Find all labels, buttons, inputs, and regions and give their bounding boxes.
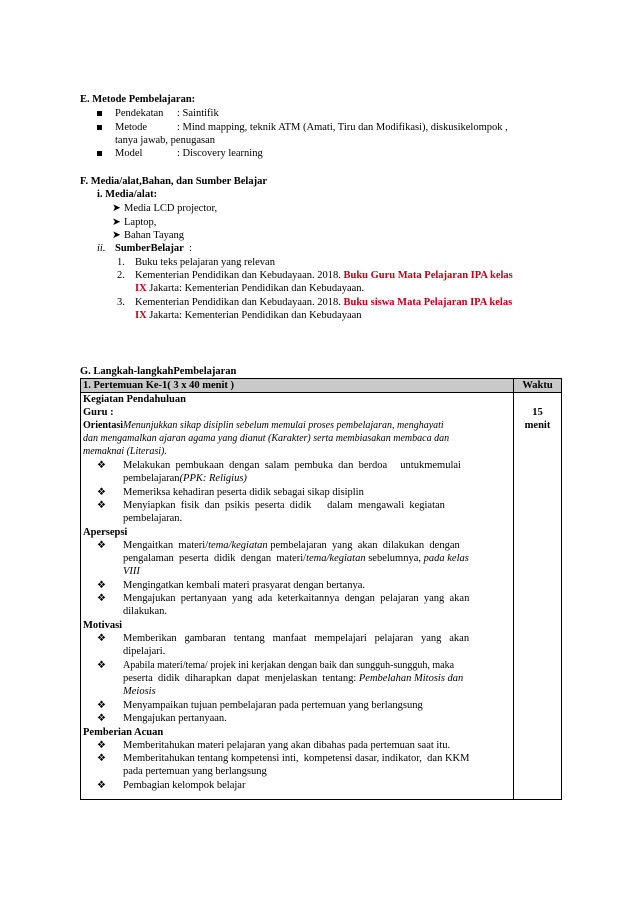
list-item: Metode : Mind mapping, teknik ATM (Amati, Tiru dan Modifikasi), diskusikelompok , xyxy=(97,121,102,134)
time-value: 15 xyxy=(532,407,543,418)
diamond-bullet-icon: ❖ xyxy=(97,487,106,498)
motivasi-heading: Motivasi xyxy=(83,620,123,631)
diamond-bullet-icon: ❖ xyxy=(97,713,106,724)
time-cell xyxy=(514,393,562,800)
diamond-bullet-icon: ❖ xyxy=(97,780,106,791)
table-header-row xyxy=(81,379,562,393)
section-f-title: F. Media/alat,Bahan, dan Sumber Belajar xyxy=(80,176,267,187)
section-g-title: G. Langkah-langkahPembelajaran xyxy=(80,366,237,377)
section-e-title: E. Metode Pembelajaran: xyxy=(80,94,196,105)
list-item: ➤ Bahan Tayang xyxy=(112,230,185,241)
diamond-bullet-icon: ❖ xyxy=(97,660,106,671)
list-item: Model : Discovery learning xyxy=(97,147,102,160)
acuan-heading: Pemberian Acuan xyxy=(83,727,164,738)
diamond-bullet-icon: ❖ xyxy=(97,500,106,511)
table-header-time: Waktu xyxy=(514,379,562,393)
diamond-bullet-icon: ❖ xyxy=(97,633,106,644)
lesson-steps-table xyxy=(80,378,562,800)
time-unit: menit xyxy=(524,420,551,431)
diamond-bullet-icon: ❖ xyxy=(97,700,106,711)
diamond-bullet-icon: ❖ xyxy=(97,580,106,591)
arrow-bullet-icon: ➤ xyxy=(112,217,121,228)
arrow-bullet-icon: ➤ xyxy=(112,203,121,214)
diamond-bullet-icon: ❖ xyxy=(97,593,106,604)
list-item: 1. Buku teks pelajaran yang relevan xyxy=(117,257,275,268)
list-item: 2. Kementerian Pendidikan dan Kebudayaan. 2018. Buku Guru Mata Pelajaran IPA kelas xyxy=(117,270,513,281)
list-item: ➤ Laptop, xyxy=(112,217,157,228)
diamond-bullet-icon: ❖ xyxy=(97,540,106,551)
list-item: ➤ Media LCD projector, xyxy=(112,203,218,214)
list-item-cont: tanya jawab, penugasan xyxy=(115,135,216,146)
list-item: Pendekatan : Saintifik xyxy=(97,107,102,120)
apersepsi-heading: Apersepsi xyxy=(83,527,128,538)
list-item: 3. Kementerian Pendidikan dan Kebudayaan. 2018. Buku siswa Mata Pelajaran IPA kelas xyxy=(117,297,513,308)
square-bullet-icon xyxy=(97,125,102,130)
list-item-cont: IX Jakarta: Kementerian Pendidikan dan Kebudayaan. xyxy=(135,283,365,294)
square-bullet-icon xyxy=(97,151,102,156)
table-row: Kegiatan Pendahuluan Guru : OrientasiMenunjukkan sikap disiplin sebelum memulai proses pembelajaran, menghayati dan mengamalkan ajaran agama yang dianut (Karakter) serta membiasakan membaca dan memaknai (Literasi). ❖ Melakukan pembukaan dengan salam pembuka dan berdoa untukmemulai pembelajaran(PPK: Religius) ❖ Memeriksa kehadiran peserta didik sebagai sikap disiplin ❖ Menyiapkan fisik dan psikis peserta didik dalam mengawali kegiatan pembelajaran. Apersepsi ❖ Mengaitkan materi/tema/kegiatan pembelajaran yang akan dilakukan dengan pengalaman peserta didik dengan materi/tema/kegiatan sebelumnya, pada kelas VIII ❖ Mengingatkan kembali materi prasyarat dengan bertanya. ❖ Mengajukan pertanyaan yang ada keterkaitannya dengan pelajaran yang akan dilakukan. Motivasi ❖ Memberikan gambaran tentang manfaat mempelajari pelajaran yang akan dipelajari. ❖ Apabila materi/tema/ projek ini kerjakan dengan baik dan sungguh-sungguh, maka peserta didik diharapkan dapat menjelaskan tentang: Pembelahan Mitosis dan Meiosis ❖ Menyampaikan tujuan pembelajaran pada pertemuan yang berlangsung ❖ Mengajukan pertanyaan. Pemberian Acuan ❖ Memberitahukan materi pelajaran yang akan dibahas pada pertemuan saat itu. ❖ Memberitahukan tentang kompetensi inti, kompetensi dasar, indikator, dan KKM pada pertemuan yang berlangsung ❖ Pembagian kelompok belajar 15 menit xyxy=(81,393,562,800)
table-header-meeting: 1. Pertemuan Ke-1( 3 x 40 menit ) xyxy=(81,379,514,393)
diamond-bullet-icon: ❖ xyxy=(97,740,106,751)
orientasi-line: OrientasiMenunjukkan sikap disiplin sebelum memulai proses pembelajaran, menghayati xyxy=(83,420,444,431)
diamond-bullet-icon: ❖ xyxy=(97,460,106,471)
list-item-cont: IX Jakarta: Kementerian Pendidikan dan Kebudayaan xyxy=(135,310,362,321)
square-bullet-icon xyxy=(97,111,102,116)
section-f-sub-ii: ii. SumberBelajar : xyxy=(97,243,192,254)
diamond-bullet-icon: ❖ xyxy=(97,753,106,764)
kegiatan-heading: Kegiatan Pendahuluan xyxy=(83,394,186,405)
arrow-bullet-icon: ➤ xyxy=(112,230,121,241)
section-f-sub-i: i. Media/alat: xyxy=(97,189,158,200)
guru-label: Guru : xyxy=(83,407,114,418)
